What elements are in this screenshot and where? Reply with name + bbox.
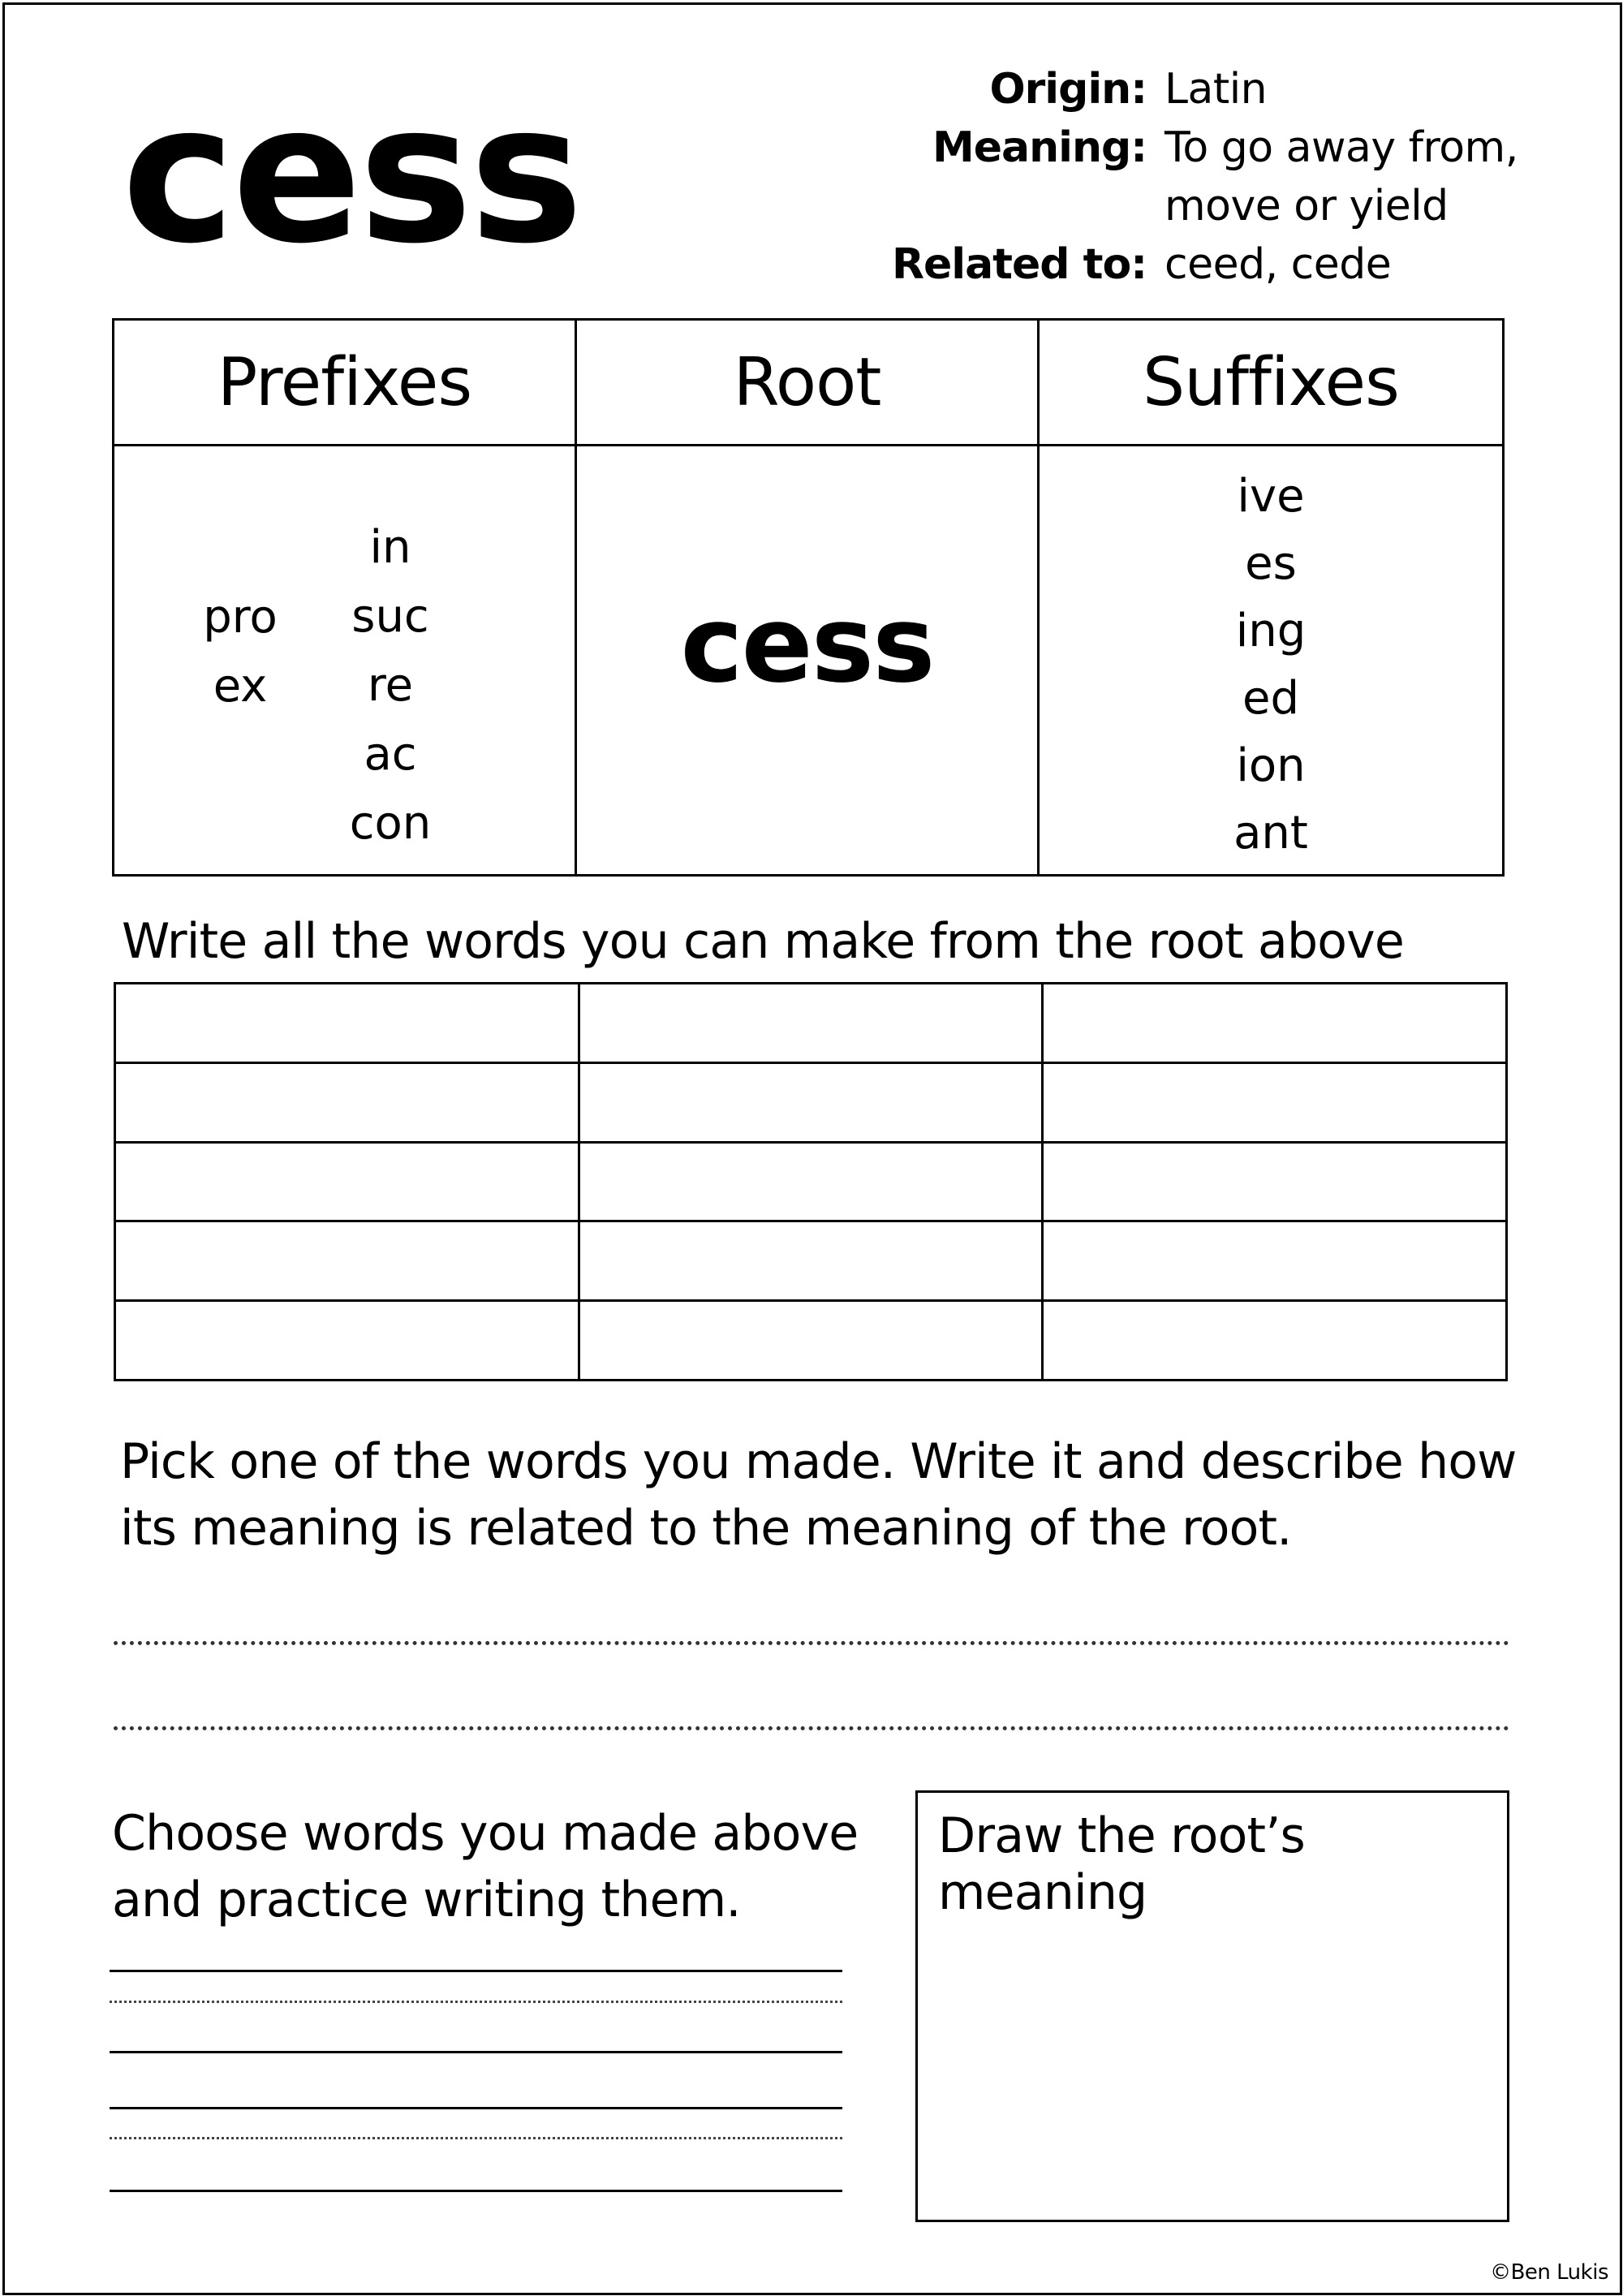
- meaning-line-2: move or yield: [1165, 182, 1449, 230]
- prefix-column-2: [334, 513, 447, 858]
- table-row: [115, 1142, 1507, 1221]
- pick-prompt-line-1: Pick one of the words you made. Write it and describe how: [120, 1433, 1517, 1490]
- suffix-item: es: [1245, 537, 1297, 590]
- prefix-column-1: [192, 583, 289, 721]
- answer-cell[interactable]: [1043, 1062, 1507, 1142]
- root-header: Root: [577, 321, 1040, 446]
- copyright: ©Ben Lukis: [1490, 2260, 1608, 2285]
- words-prompt: Write all the words you can make from the root above: [122, 913, 1404, 970]
- root-cell: [577, 446, 1040, 874]
- answer-cell[interactable]: [1043, 1142, 1507, 1221]
- prefixes-header: Prefixes: [114, 321, 577, 446]
- suffix-item: ed: [1242, 672, 1299, 725]
- prefix-item: ac: [364, 728, 417, 781]
- suffix-item: ing: [1235, 605, 1307, 657]
- suffix-item: ant: [1233, 807, 1308, 859]
- related-value: ceed, cede: [1165, 240, 1392, 289]
- table-row: [115, 1221, 1507, 1301]
- meaning-line-1: To go away from,: [1165, 123, 1518, 172]
- practice-midline: [110, 2137, 842, 2139]
- meaning-row: [844, 118, 1591, 177]
- related-label: Related to:: [891, 240, 1147, 289]
- words-answer-grid: [114, 982, 1508, 1381]
- practice-line[interactable]: [110, 2051, 842, 2053]
- origin-row: [844, 60, 1591, 118]
- answer-cell[interactable]: [579, 1221, 1043, 1301]
- answer-cell[interactable]: [115, 1301, 579, 1381]
- meaning-row-2: [844, 177, 1591, 235]
- pick-prompt-line-2: its meaning is related to the meaning of the root.: [120, 1500, 1292, 1557]
- prefix-item: ex: [213, 660, 268, 713]
- origin-value: Latin: [1165, 65, 1268, 114]
- answer-cell[interactable]: [579, 1062, 1043, 1142]
- root-title: cess: [122, 62, 580, 286]
- answer-cell[interactable]: [115, 984, 579, 1063]
- draw-prompt: Draw the root’s meaning: [938, 1807, 1305, 1921]
- origin-label: Origin:: [989, 65, 1147, 114]
- table-row: [115, 984, 1507, 1063]
- suffixes-cell: [1040, 446, 1502, 874]
- practice-midline: [110, 2001, 842, 2003]
- prefix-item: pro: [203, 591, 278, 644]
- answer-cell[interactable]: [579, 1142, 1043, 1221]
- practice-line[interactable]: [110, 1970, 842, 1972]
- dotted-writing-line[interactable]: [114, 1726, 1509, 1730]
- answer-cell[interactable]: [1043, 1301, 1507, 1381]
- answer-cell[interactable]: [1043, 984, 1507, 1063]
- practice-prompt: [112, 1800, 907, 1933]
- suffix-item: ion: [1236, 739, 1306, 792]
- answer-cell[interactable]: [115, 1221, 579, 1301]
- practice-line[interactable]: [110, 2107, 842, 2109]
- practice-prompt-line-1: Choose words you made above: [112, 1805, 859, 1862]
- suffix-item: ive: [1237, 470, 1305, 523]
- related-row: [844, 235, 1591, 294]
- root-info: [844, 60, 1591, 294]
- answer-cell[interactable]: [579, 984, 1043, 1063]
- meaning-label: Meaning:: [932, 123, 1147, 172]
- prefix-item: in: [369, 521, 411, 574]
- answer-cell[interactable]: [579, 1301, 1043, 1381]
- prefix-item: suc: [351, 590, 429, 643]
- prefix-item: con: [349, 797, 432, 850]
- suffixes-header: Suffixes: [1040, 321, 1502, 446]
- word-builder-table: [112, 318, 1505, 877]
- prefixes-cell: [114, 446, 577, 874]
- answer-cell[interactable]: [115, 1142, 579, 1221]
- answer-cell[interactable]: [115, 1062, 579, 1142]
- practice-prompt-line-2: and practice writing them.: [112, 1872, 741, 1928]
- dotted-writing-line[interactable]: [114, 1641, 1509, 1645]
- practice-line[interactable]: [110, 2190, 842, 2192]
- prefix-item: re: [367, 659, 414, 712]
- draw-meaning-box[interactable]: [915, 1790, 1509, 2222]
- root-word: cess: [680, 582, 934, 706]
- table-row: [115, 1301, 1507, 1381]
- table-row: [115, 1062, 1507, 1142]
- answer-cell[interactable]: [1043, 1221, 1507, 1301]
- pick-word-prompt: [120, 1428, 1548, 1562]
